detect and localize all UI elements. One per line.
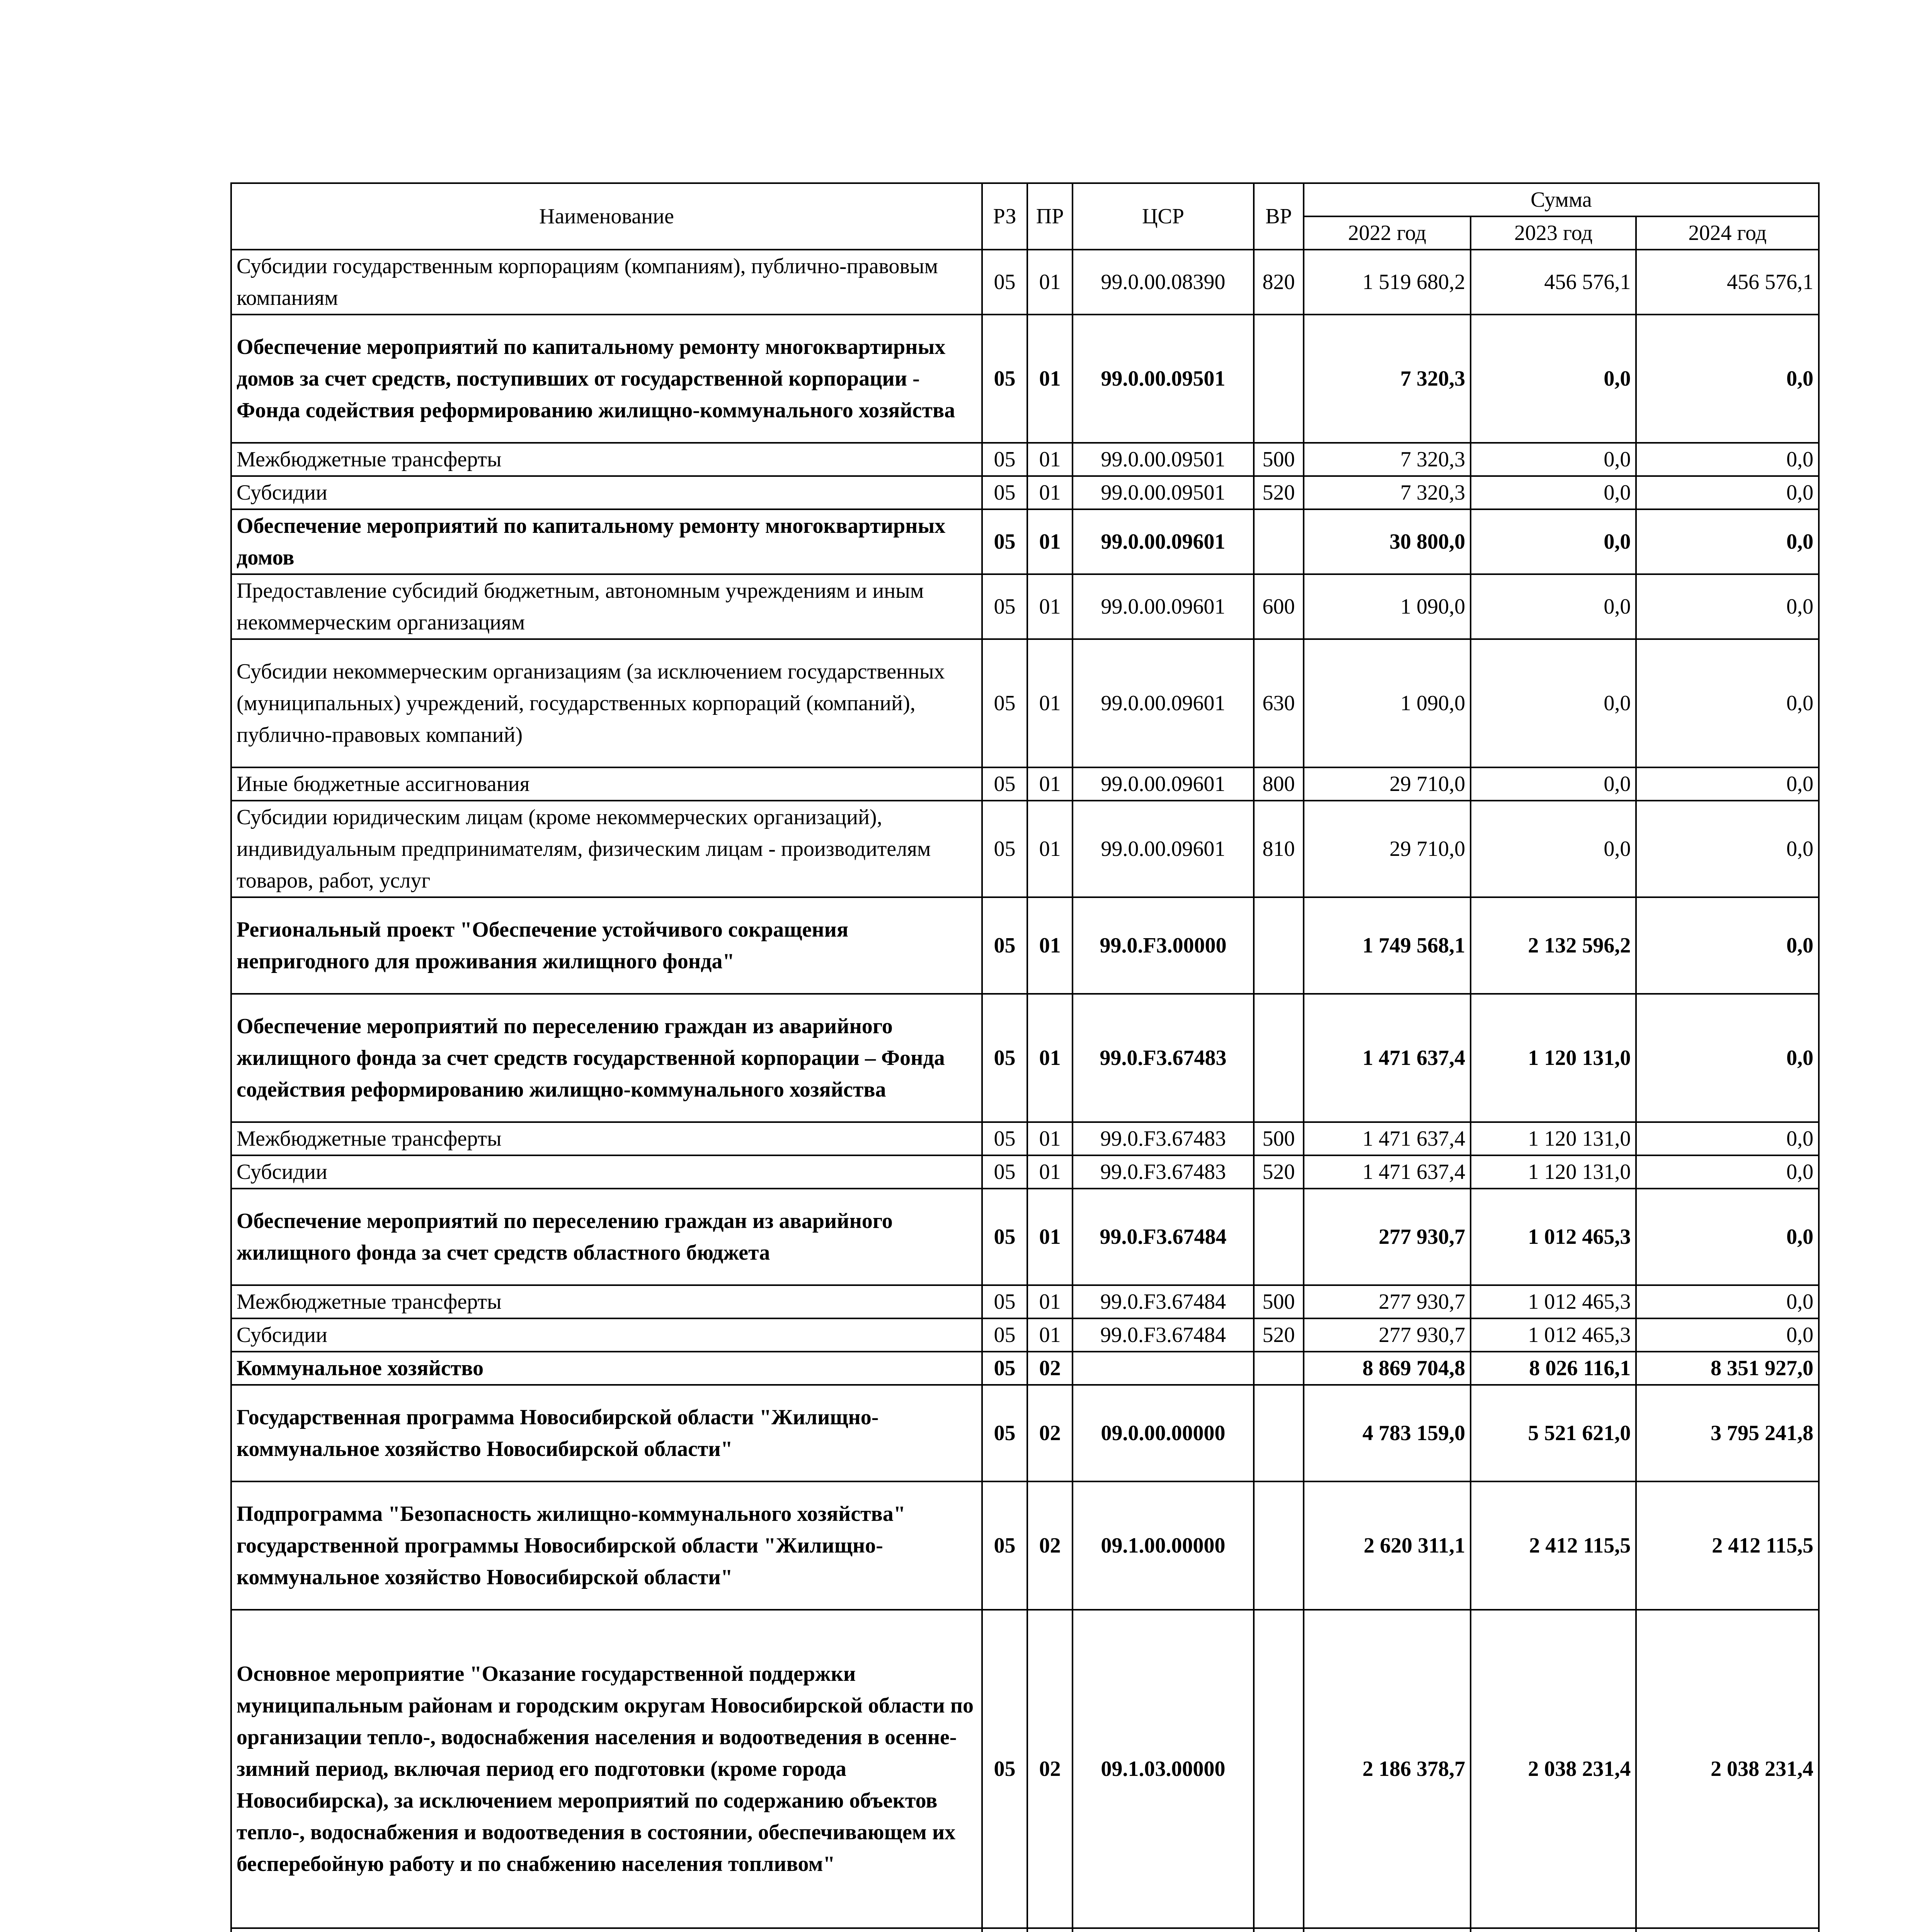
row-rz: 05 [982, 509, 1027, 574]
table-row [231, 1928, 1819, 1932]
header-rz: РЗ [982, 183, 1027, 250]
row-csr: 99.0.00.09501 [1073, 315, 1254, 443]
row-sum-2022: 30 800,0 [1304, 509, 1471, 574]
row-sum-2024: 0,0 [1636, 509, 1819, 574]
row-rz: 05 [982, 639, 1027, 767]
table-row [231, 1189, 1819, 1285]
header-name: Наименование [231, 183, 982, 250]
row-sum-2024: 8 351 927,0 [1636, 1352, 1819, 1385]
row-sum-2023: 2 038 231,4 [1471, 1610, 1636, 1928]
row-sum-2023: 1 012 465,3 [1471, 1189, 1636, 1285]
row-csr: 09.1.03.00000 [1073, 1610, 1254, 1928]
row-pr: 01 [1027, 767, 1073, 801]
row-sum-2022: 1 471 637,4 [1304, 1122, 1471, 1155]
row-sum-2022: 2 620 311,1 [1304, 1481, 1471, 1610]
row-sum-2024: 0,0 [1636, 639, 1819, 767]
row-vr: 800 [1254, 767, 1304, 801]
row-pr: 01 [1027, 443, 1073, 476]
row-vr: 520 [1254, 1318, 1304, 1352]
header-csr: ЦСР [1073, 183, 1254, 250]
row-name: Обеспечение мероприятий по капитальному ремонту многоквартирных домов за счет средств, поступивших от государственной корпорации - Фонда содействия реформированию жилищно-коммунального хозяйства [231, 315, 982, 443]
row-sum-2024: 0,0 [1636, 1285, 1819, 1318]
row-sum-2024: 0,0 [1636, 1122, 1819, 1155]
row-pr: 01 [1027, 1155, 1073, 1189]
table-row [231, 639, 1819, 767]
row-csr: 99.0.00.09601 [1073, 639, 1254, 767]
table-row [231, 994, 1819, 1122]
row-csr: 99.0.F3.67484 [1073, 1285, 1254, 1318]
row-rz: 05 [982, 1122, 1027, 1155]
table-body [231, 250, 1819, 1932]
row-rz: 05 [982, 1318, 1027, 1352]
row-sum-2022: 1 749 568,1 [1304, 897, 1471, 994]
row-sum-2023: 1 120 131,0 [1471, 1122, 1636, 1155]
row-sum-2022: 1 471 637,4 [1304, 1155, 1471, 1189]
row-vr: 500 [1254, 1122, 1304, 1155]
row-sum-2022: 1 519 680,2 [1304, 250, 1471, 315]
row-pr: 01 [1027, 250, 1073, 315]
header-pr: ПР [1027, 183, 1073, 250]
row-sum-2024: 0,0 [1636, 476, 1819, 509]
row-csr: 99.0.F3.67484 [1073, 1318, 1254, 1352]
row-pr: 02 [1027, 1385, 1073, 1481]
row-sum-2022: 29 710,0 [1304, 801, 1471, 897]
row-vr [1254, 1352, 1304, 1385]
row-csr: 99.0.00.09501 [1073, 476, 1254, 509]
table-row [231, 897, 1819, 994]
row-vr [1254, 994, 1304, 1122]
row-pr: 01 [1027, 315, 1073, 443]
table-row [231, 1481, 1819, 1610]
header-vr: ВР [1254, 183, 1304, 250]
row-vr [1254, 897, 1304, 994]
row-sum-2024: 0,0 [1636, 1189, 1819, 1285]
row-rz [982, 1928, 1027, 1932]
row-rz: 05 [982, 994, 1027, 1122]
row-sum-2023: 2 412 115,5 [1471, 1481, 1636, 1610]
row-sum-2023: 8 026 116,1 [1471, 1352, 1636, 1385]
row-sum-2024: 0,0 [1636, 994, 1819, 1122]
row-csr [1073, 1928, 1254, 1932]
row-sum-2022: 4 783 159,0 [1304, 1385, 1471, 1481]
row-sum-2023: 0,0 [1471, 767, 1636, 801]
row-sum-2023: 1 012 465,3 [1471, 1285, 1636, 1318]
row-pr: 02 [1027, 1481, 1073, 1610]
header-row [231, 183, 1819, 216]
table-row [231, 1610, 1819, 1928]
row-vr: 500 [1254, 1285, 1304, 1318]
budget-table [230, 182, 1820, 1932]
row-sum-2023: 0,0 [1471, 315, 1636, 443]
row-sum-2023 [1471, 1928, 1636, 1932]
row-sum-2023: 0,0 [1471, 476, 1636, 509]
table-row [231, 315, 1819, 443]
row-sum-2024: 0,0 [1636, 443, 1819, 476]
row-name: Межбюджетные трансферты [231, 1285, 982, 1318]
table-row [231, 476, 1819, 509]
row-csr: 99.0.F3.67483 [1073, 994, 1254, 1122]
row-sum-2023: 1 120 131,0 [1471, 1155, 1636, 1189]
row-sum-2024: 0,0 [1636, 897, 1819, 994]
row-rz: 05 [982, 250, 1027, 315]
row-sum-2024: 2 412 115,5 [1636, 1481, 1819, 1610]
table-row [231, 1318, 1819, 1352]
row-rz: 05 [982, 1385, 1027, 1481]
row-csr: 99.0.00.09601 [1073, 574, 1254, 639]
row-sum-2022: 7 320,3 [1304, 443, 1471, 476]
row-name: Субсидии [231, 1318, 982, 1352]
row-sum-2024: 0,0 [1636, 1318, 1819, 1352]
row-name: Межбюджетные трансферты [231, 1122, 982, 1155]
row-name: Обеспечение мероприятий по переселению граждан из аварийного жилищного фонда за счет средств государственной корпорации – Фонда содействия реформированию жилищно-коммунального хозяйства [231, 994, 982, 1122]
row-sum-2022: 277 930,7 [1304, 1318, 1471, 1352]
row-name: Иные бюджетные ассигнования [231, 767, 982, 801]
row-sum-2024: 0,0 [1636, 801, 1819, 897]
row-sum-2022: 29 710,0 [1304, 767, 1471, 801]
row-name [231, 1928, 982, 1932]
table-row [231, 1122, 1819, 1155]
row-sum-2022: 1 090,0 [1304, 574, 1471, 639]
row-name: Обеспечение мероприятий по капитальному ремонту многоквартирных домов [231, 509, 982, 574]
row-name: Государственная программа Новосибирской области "Жилищно-коммунальное хозяйство Новосибирской области" [231, 1385, 982, 1481]
row-name: Межбюджетные трансферты [231, 443, 982, 476]
table-row [231, 1385, 1819, 1481]
row-rz: 05 [982, 1189, 1027, 1285]
row-pr: 01 [1027, 1189, 1073, 1285]
row-sum-2023: 5 521 621,0 [1471, 1385, 1636, 1481]
row-name: Предоставление субсидий бюджетным, автономным учреждениям и иным некоммерческим организациям [231, 574, 982, 639]
row-pr: 01 [1027, 1122, 1073, 1155]
row-vr: 520 [1254, 1155, 1304, 1189]
row-csr: 99.0.00.09601 [1073, 509, 1254, 574]
row-csr: 99.0.00.08390 [1073, 250, 1254, 315]
row-name: Субсидии [231, 476, 982, 509]
row-sum-2023: 2 132 596,2 [1471, 897, 1636, 994]
row-sum-2023: 0,0 [1471, 443, 1636, 476]
table-row [231, 574, 1819, 639]
row-name: Подпрограмма "Безопасность жилищно-коммунального хозяйства" государственной программы Новосибирской области "Жилищно-коммунальное хозяйство Новосибирской области" [231, 1481, 982, 1610]
row-sum-2022: 8 869 704,8 [1304, 1352, 1471, 1385]
table-row [231, 1285, 1819, 1318]
row-sum-2023: 0,0 [1471, 574, 1636, 639]
row-sum-2024: 0,0 [1636, 1155, 1819, 1189]
row-csr: 99.0.00.09601 [1073, 801, 1254, 897]
row-pr: 01 [1027, 574, 1073, 639]
row-name: Основное мероприятие "Оказание государственной поддержки муниципальным районам и городским округам Новосибирской области по организации тепло-, водоснабжения населения и водоотведения в осенне-зимний период, включая период его подготовки (кроме города Новосибирска), за исключением мероприятий по содержанию объектов тепло-, водоснабжения и водоотведения в состоянии, обеспечивающем их бесперебойную работу и по снабжению населения топливом" [231, 1610, 982, 1928]
row-sum-2024: 0,0 [1636, 315, 1819, 443]
row-vr: 820 [1254, 250, 1304, 315]
row-vr [1254, 1385, 1304, 1481]
row-csr [1073, 1352, 1254, 1385]
row-pr: 01 [1027, 1285, 1073, 1318]
table-row [231, 509, 1819, 574]
row-csr: 99.0.00.09501 [1073, 443, 1254, 476]
row-vr: 500 [1254, 443, 1304, 476]
row-name: Субсидии некоммерческим организациям (за исключением государственных (муниципальных) учреждений, государственных корпораций (компаний), публично-правовых компаний) [231, 639, 982, 767]
row-sum-2023: 1 012 465,3 [1471, 1318, 1636, 1352]
row-rz: 05 [982, 1285, 1027, 1318]
row-sum-2023: 0,0 [1471, 639, 1636, 767]
table-row [231, 801, 1819, 897]
row-rz: 05 [982, 1352, 1027, 1385]
row-vr [1254, 1189, 1304, 1285]
row-pr: 02 [1027, 1352, 1073, 1385]
row-csr: 99.0.00.09601 [1073, 767, 1254, 801]
row-vr [1254, 1928, 1304, 1932]
row-vr: 630 [1254, 639, 1304, 767]
row-csr: 99.0.F3.67483 [1073, 1122, 1254, 1155]
row-pr: 01 [1027, 897, 1073, 994]
row-rz: 05 [982, 1610, 1027, 1928]
header-sum: Сумма [1304, 183, 1819, 216]
row-rz: 05 [982, 897, 1027, 994]
row-pr [1027, 1928, 1073, 1932]
row-rz: 05 [982, 1481, 1027, 1610]
row-sum-2024 [1636, 1928, 1819, 1932]
row-csr: 99.0.F3.67483 [1073, 1155, 1254, 1189]
row-vr: 600 [1254, 574, 1304, 639]
row-sum-2022: 1 090,0 [1304, 639, 1471, 767]
table-row [231, 767, 1819, 801]
row-pr: 01 [1027, 801, 1073, 897]
row-sum-2022: 2 186 378,7 [1304, 1610, 1471, 1928]
row-sum-2024: 2 038 231,4 [1636, 1610, 1819, 1928]
row-sum-2024: 0,0 [1636, 767, 1819, 801]
row-rz: 05 [982, 315, 1027, 443]
row-csr: 99.0.F3.00000 [1073, 897, 1254, 994]
row-pr: 01 [1027, 1318, 1073, 1352]
row-pr: 01 [1027, 639, 1073, 767]
row-sum-2024: 456 576,1 [1636, 250, 1819, 315]
header-year-2024: 2024 год [1636, 216, 1819, 250]
row-name: Коммунальное хозяйство [231, 1352, 982, 1385]
row-name: Субсидии [231, 1155, 982, 1189]
row-rz: 05 [982, 476, 1027, 509]
table-row [231, 1352, 1819, 1385]
row-sum-2022: 277 930,7 [1304, 1189, 1471, 1285]
row-sum-2023: 0,0 [1471, 509, 1636, 574]
row-csr: 09.1.00.00000 [1073, 1481, 1254, 1610]
row-rz: 05 [982, 443, 1027, 476]
row-pr: 01 [1027, 509, 1073, 574]
row-name: Субсидии государственным корпорациям (компаниям), публично-правовым компаниям [231, 250, 982, 315]
row-vr: 520 [1254, 476, 1304, 509]
row-sum-2022: 1 471 637,4 [1304, 994, 1471, 1122]
row-sum-2024: 3 795 241,8 [1636, 1385, 1819, 1481]
row-vr [1254, 1481, 1304, 1610]
row-rz: 05 [982, 801, 1027, 897]
row-sum-2022 [1304, 1928, 1471, 1932]
row-sum-2023: 0,0 [1471, 801, 1636, 897]
row-sum-2023: 1 120 131,0 [1471, 994, 1636, 1122]
row-vr [1254, 509, 1304, 574]
row-rz: 05 [982, 1155, 1027, 1189]
row-vr: 810 [1254, 801, 1304, 897]
row-name: Обеспечение мероприятий по переселению граждан из аварийного жилищного фонда за счет средств областного бюджета [231, 1189, 982, 1285]
row-sum-2023: 456 576,1 [1471, 250, 1636, 315]
header-year-2022: 2022 год [1304, 216, 1471, 250]
row-sum-2024: 0,0 [1636, 574, 1819, 639]
row-sum-2022: 7 320,3 [1304, 476, 1471, 509]
row-csr: 99.0.F3.67484 [1073, 1189, 1254, 1285]
row-csr: 09.0.00.00000 [1073, 1385, 1254, 1481]
row-rz: 05 [982, 574, 1027, 639]
table-row [231, 250, 1819, 315]
header-year-2023: 2023 год [1471, 216, 1636, 250]
row-pr: 01 [1027, 476, 1073, 509]
row-sum-2022: 277 930,7 [1304, 1285, 1471, 1318]
row-vr [1254, 1610, 1304, 1928]
table-row [231, 1155, 1819, 1189]
row-name: Субсидии юридическим лицам (кроме некоммерческих организаций), индивидуальным предпринимателям, физическим лицам - производителям товаров, работ, услуг [231, 801, 982, 897]
row-pr: 02 [1027, 1610, 1073, 1928]
table-row [231, 443, 1819, 476]
row-rz: 05 [982, 767, 1027, 801]
row-name: Региональный проект "Обеспечение устойчивого сокращения непригодного для проживания жилищного фонда" [231, 897, 982, 994]
row-vr [1254, 315, 1304, 443]
row-sum-2022: 7 320,3 [1304, 315, 1471, 443]
row-pr: 01 [1027, 994, 1073, 1122]
